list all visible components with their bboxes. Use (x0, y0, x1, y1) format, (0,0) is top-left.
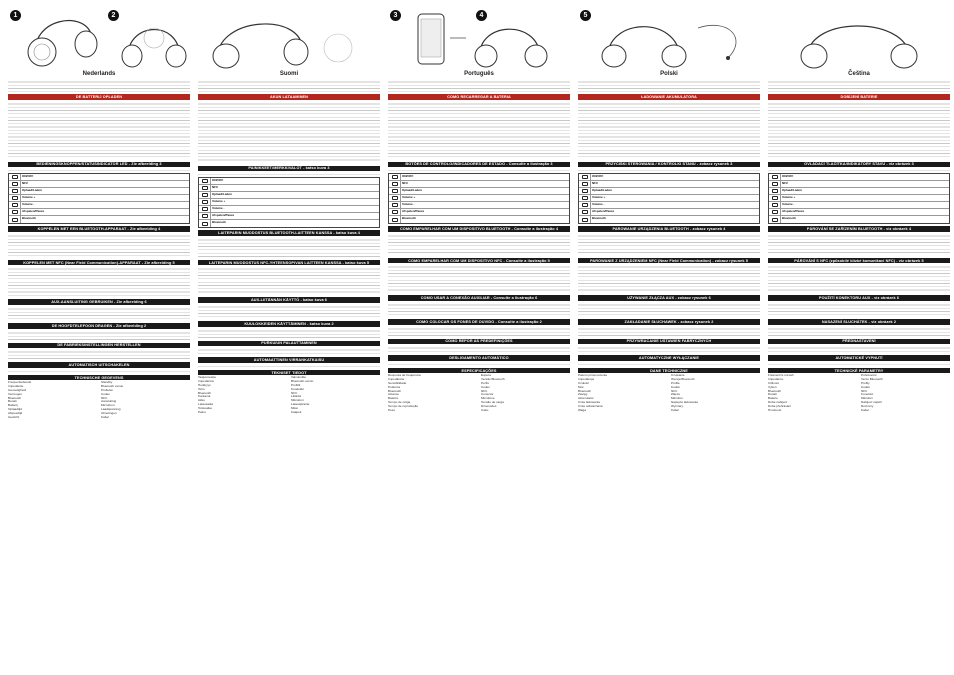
power-icon (202, 179, 208, 183)
column-nederlands (8, 8, 190, 670)
section-title: DOBÍJENÍ BATERIE (768, 94, 950, 100)
table-row: Bluetooth (9, 216, 189, 223)
headphones-illustration (768, 8, 950, 70)
section-title: DE HOOFDTELEFOON DRAGEN - Zie afbeelding 2 (8, 323, 190, 329)
table-row: NFC (199, 185, 379, 192)
controls-table (8, 173, 190, 224)
section-specs (8, 375, 190, 420)
section-aux (8, 299, 190, 321)
language-heading: Nederlands (82, 71, 116, 77)
table-row: Bluetooth (199, 220, 379, 227)
section-bt-pairing (8, 226, 190, 258)
power-icon (12, 175, 18, 179)
spec-table: Frekvenční rozsah Impedance Citlivost Výkon Bluetooth Dosah Baterie Doba nabíjení Doba přehrávání Hmotnost Pohotovost Verze Bluetooth Profily Kodek NFC Konektor Mikrofon Nabíjecí napětí Rozměry Kabel (768, 373, 883, 412)
language-heading: Polski (660, 71, 678, 77)
figure-number: 1 (10, 10, 21, 21)
section-title: DE BATTERIJ OPLADEN (8, 94, 190, 100)
section-title: AUTOMAATTINEN VIRRANKATKAISU (198, 357, 380, 363)
section-title: PAINIKKEET/MERKKIVALOT - katso kuva 3 (198, 166, 380, 172)
power-icon (772, 175, 778, 179)
table-row: Oplaad/Laden (199, 192, 379, 199)
charge-icon (202, 193, 208, 197)
section-title: BOTÕES DE CONTROLO/INDICADORES DE ESTADO - Consulte a ilustração 3 (388, 162, 570, 168)
section-title: TECHNISCHE GEGEVENS (8, 375, 190, 381)
section-title: PURKU/UN PALAUTTAMINEN (198, 341, 380, 347)
section-title: DESLIGAMENTO AUTOMÁTICO (388, 355, 570, 361)
section-title: AUX-AANSLUITING GEBRUIKEN - Zie afbeelding 6 (8, 299, 190, 305)
play-pause-icon (772, 210, 778, 214)
table-row: Bluetooth (389, 216, 569, 223)
controls-table (388, 173, 570, 224)
table-row: ON/OFF (9, 174, 189, 181)
section-title: ESPECIFICAÇÕES (388, 368, 570, 374)
spec-table: Taajuusvaste Impedanssi Herkkyys Teho Bluetooth Kantama Akku Latausaika Toistoaika Paino Valmiustila Bluetooth-versio Profiilit Koodekki NFC Liitäntä Mikrofoni Latausjännite Mitat Kaapeli (198, 375, 314, 414)
section-title: AUTOMATYCZNE WYŁĄCZANIE (578, 355, 760, 361)
nfc-icon (582, 182, 588, 186)
charge-icon (392, 189, 398, 193)
table-row: NFC (9, 181, 189, 188)
spec-table: Frequentiebereik Impedantie Gevoeligheid Vermogen Bluetooth Bereik Batterij Oplaadtijd Afspeeltijd Gewicht Standby Bluetooth versie Profielen Codec NFC Aansluiting Microfoon Laadspanning Afmetingen Kabel (8, 380, 124, 419)
table-row: Volume - (769, 202, 949, 209)
section-title: LAITEPARIN MUODOSTUS NFC-YHTEENSOPIVAN LAITTEEN KANSSA - katso kuva 5 (198, 260, 380, 266)
nfc-icon (202, 186, 208, 190)
nfc-icon (392, 182, 398, 186)
section-title: ZAKŁADANIE SŁUCHAWEK - zobacz rysunek 2 (578, 319, 760, 325)
volume-down-icon (12, 203, 18, 207)
bluetooth-icon (582, 218, 588, 222)
section-title: ŁADOWANIE AKUMULATORA (578, 94, 760, 100)
play-pause-icon (582, 210, 588, 214)
column-suomi (198, 8, 380, 670)
section-body (8, 100, 190, 160)
section-title: KOPPELEN MET NFC (Near Field Communication)-APPARAAT - Zie afbeelding 5 (8, 260, 190, 266)
headphones-illustration (578, 8, 760, 70)
figure-row (8, 8, 190, 70)
volume-up-icon (582, 196, 588, 200)
table-row: Oplaad/Laden (9, 188, 189, 195)
figure-row (198, 8, 380, 70)
table-row: ON/OFF (389, 174, 569, 181)
table-row: Volume - (9, 202, 189, 209)
section-title: DE FABRIEKSINSTELLINGEN HERSTELLEN (8, 343, 190, 349)
table-row: Volume - (199, 206, 379, 213)
table-row: Oplaad/Laden (769, 188, 949, 195)
table-row: NFC (769, 181, 949, 188)
volume-up-icon (772, 196, 778, 200)
nfc-icon (12, 182, 18, 186)
table-row: Volume - (389, 202, 569, 209)
table-row: NFC (579, 181, 759, 188)
section-wearing (8, 323, 190, 341)
section-title: KOPPELEN MET EEN BLUETOOTH-APPARAAT - Zie afbeelding 4 (8, 226, 190, 232)
section-controls (8, 162, 190, 225)
section-title: COMO COLOCAR OS FONES DE OUVIDO - Consulte a ilustração 2 (388, 319, 570, 325)
volume-up-icon (202, 200, 208, 204)
section-reset (8, 343, 190, 361)
section-nfc-pairing (8, 260, 190, 298)
section-body (8, 167, 190, 172)
section-title: PÁROVÁNÍ S NFC (způsobilé blízké komunikaci NFC) - viz obrázek 5 (768, 258, 950, 264)
table-row: ON/OFF (199, 178, 379, 185)
volume-down-icon (202, 207, 208, 211)
section-title: AKUN LATAAMINEN (198, 94, 380, 100)
bluetooth-icon (392, 218, 398, 222)
play-pause-icon (392, 210, 398, 214)
section-auto-off (8, 362, 190, 373)
power-icon (582, 175, 588, 179)
table-row: Volume + (769, 195, 949, 202)
headphones-illustration (8, 8, 190, 70)
table-row: Afspelen/Pauze (389, 209, 569, 216)
table-row: Volume + (389, 195, 569, 202)
table-row: Volume + (579, 195, 759, 202)
controls-table (198, 177, 380, 228)
column-portugues (388, 8, 570, 670)
table-row: NFC (389, 181, 569, 188)
charge-icon (582, 189, 588, 193)
section-title: DANE TECHNICZNE (578, 368, 760, 374)
section-title: LAITEPARIN MUODOSTUS BLUETOOTH-LAITTEEN KANSSA - katso kuva 4 (198, 230, 380, 236)
section-title: BEDIENINGSKNOPPEN/STATUSINDICATOR LED - Zie afbeelding 3 (8, 162, 190, 168)
figure-row (388, 8, 570, 70)
section-title: KUULOKKEIDEN KÄYTTÄMINEN - katso kuva 2 (198, 321, 380, 327)
language-heading: Čeština (848, 71, 870, 77)
volume-up-icon (12, 196, 18, 200)
section-title: TECHNICKÉ PARAMETRY (768, 368, 950, 374)
table-row: Afspelen/Pauze (579, 209, 759, 216)
charge-icon (12, 189, 18, 193)
figure-number: 2 (108, 10, 119, 21)
table-row: Bluetooth (769, 216, 949, 223)
table-row: Oplaad/Laden (389, 188, 569, 195)
section-title: COMO RECARREGAR A BATERIA (388, 94, 570, 100)
language-heading: Português (464, 71, 494, 77)
section-title: PRZYCISKI STEROWANIA / KONTROLKI STANU - zobacz rysunek 3 (578, 162, 760, 168)
section-title: POUŽITÍ KONEKTORU AUX - viz obrázek 6 (768, 295, 950, 301)
play-pause-icon (202, 214, 208, 218)
table-row: Volume + (9, 195, 189, 202)
charge-icon (772, 189, 778, 193)
section-title: COMO EMPARELHAR COM UM DISPOSITIVO BLUETOOTH - Consulte a ilustração 4 (388, 226, 570, 232)
section-title: PŘEDNASTAVENÍ (768, 339, 950, 345)
section-title: COMO EMPARELHAR COM UM DISPOSITIVO NFC - Consulte a ilustração 5 (388, 258, 570, 264)
section-title: PAROWANIE Z URZĄDZENIEM NFC (Near Field Communication) - zobacz rysunek 5 (578, 258, 760, 264)
volume-down-icon (582, 203, 588, 207)
figure-row (768, 8, 950, 70)
bluetooth-icon (772, 218, 778, 222)
volume-up-icon (392, 196, 398, 200)
play-pause-icon (12, 210, 18, 214)
controls-table (578, 173, 760, 224)
spec-table: Pasmo przenoszenia Impedancja Czułość Moc Bluetooth Zasięg Akumulator Czas ładowania Czas odtwarzania Waga Czuwanie Wersja Bluetooth Profile Kodek NFC Złącze Mikrofon Napięcie ładowania Wymiary Kabel (578, 373, 698, 412)
intro-text (8, 79, 190, 92)
table-row: Volume + (199, 199, 379, 206)
table-row: Volume - (579, 202, 759, 209)
section-title: UŻYWANIE ZŁĄCZA AUX - zobacz rysunek 6 (578, 295, 760, 301)
table-row: Bluetooth (579, 216, 759, 223)
section-title: COMO REPOR AS PREDEFINIÇÕES (388, 339, 570, 345)
figure-number: 3 (390, 10, 401, 21)
section-title: TEKNISET TIEDOT (198, 370, 380, 376)
figure-row (578, 8, 760, 70)
figure-number: 5 (580, 10, 591, 21)
section-title: AUTOMATICKÉ VYPNUTÍ (768, 355, 950, 361)
power-icon (392, 175, 398, 179)
section-title: PRZYWRACANIE USTAWIEŃ FABRYCZNYCH (578, 339, 760, 345)
language-heading: Suomi (279, 71, 299, 77)
section-charging (8, 94, 190, 160)
table-row: Oplaad/Laden (579, 188, 759, 195)
table-row: ON/OFF (769, 174, 949, 181)
bluetooth-icon (202, 222, 208, 226)
spec-table: Resposta de frequência Impedância Sensibilidade Potência Bluetooth Alcance Bateria Tempo de carga Tempo de reprodução Peso Espera Versão Bluetooth Perfis Codec NFC Conector Microfone Tensão de carga Dimensões Cabo (388, 373, 505, 412)
table-row: ON/OFF (579, 174, 759, 181)
column-polski (578, 8, 760, 670)
section-title: NASAZENÍ SLUCHÁTEK - viz obrázek 2 (768, 319, 950, 325)
nfc-icon (772, 182, 778, 186)
table-row: Afspelen/Pauze (9, 209, 189, 216)
controls-table (768, 173, 950, 224)
table-row: Afspelen/Pauze (199, 213, 379, 220)
section-title: OVLÁDACÍ TLAČÍTKA/INDIKÁTORY STAVU - viz obrázek 3 (768, 162, 950, 168)
bluetooth-icon (12, 218, 18, 222)
volume-down-icon (772, 203, 778, 207)
section-title: PAROWANIE URZĄDZENIA BLUETOOTH - zobacz rysunek 4 (578, 226, 760, 232)
headphones-illustration (198, 8, 380, 70)
section-title: COMO USAR A CONEXÃO AUXILIAR - Consulte a ilustração 6 (388, 295, 570, 301)
column-cestina (768, 8, 950, 670)
section-title: PÁROVÁNÍ SE ZAŘÍZENÍM BLUETOOTH - viz obrázek 4 (768, 226, 950, 232)
figure-number: 4 (476, 10, 487, 21)
section-title: AUX-LIITÄNNÄN KÄYTTÖ - katso kuva 6 (198, 297, 380, 303)
section-title: AUTOMATISCH UITSCHAKELEN (8, 362, 190, 368)
volume-down-icon (392, 203, 398, 207)
table-row: Afspelen/Pauze (769, 209, 949, 216)
